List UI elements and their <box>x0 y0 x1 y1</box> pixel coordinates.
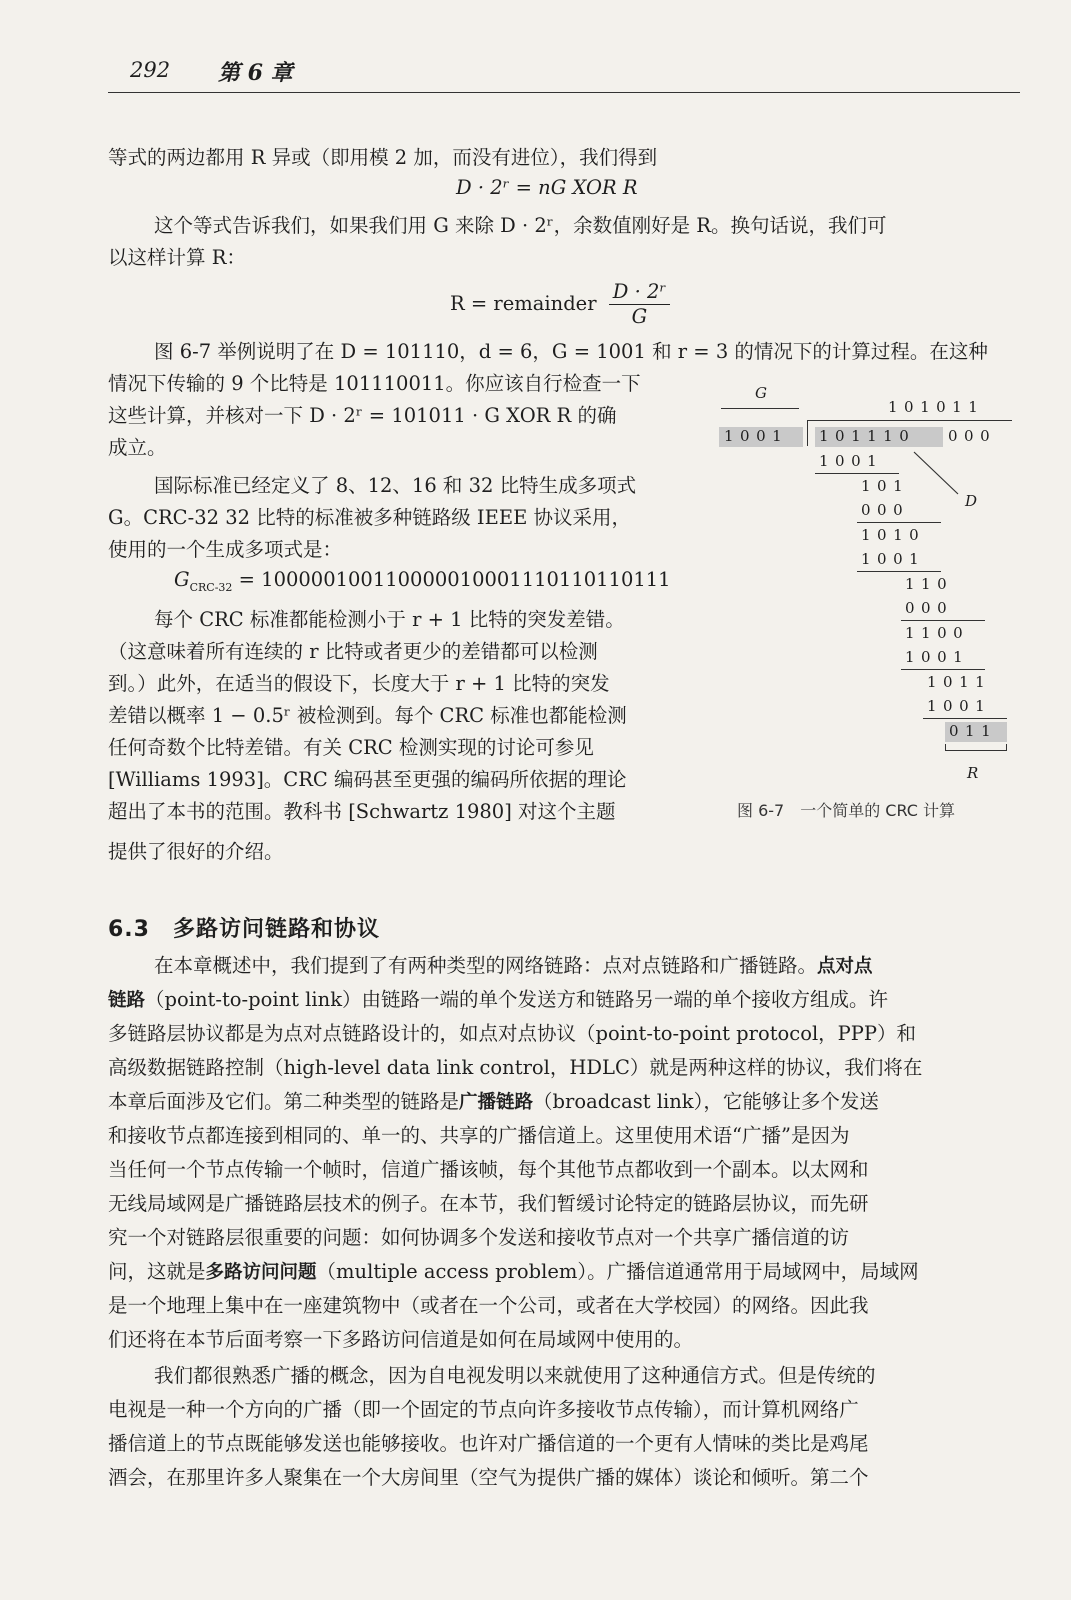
equation-d2r: D · 2ʳ = nG XOR R <box>456 176 638 199</box>
fraction-denominator: G <box>631 305 648 328</box>
step-line-3 <box>857 571 941 572</box>
divisor: 1001 <box>724 427 789 445</box>
paragraph-links-line11: 是一个地理上集中在一座建筑物中（或者在一个公司，或者在大学校园）的网络。因此我 <box>108 1294 869 1317</box>
label-d: D <box>965 492 978 510</box>
text-run: （multiple access problem）。广播信道通常用于局域网中，局域网 <box>316 1260 919 1283</box>
paragraph-example-line2: 情况下传输的 9 个比特是 101110011。你应该自行检查一下 <box>108 372 641 395</box>
step-line-2 <box>857 522 941 523</box>
figure-caption: 图 6-7 一个简单的 CRC 计算 <box>737 801 956 820</box>
equation-gcrc32 <box>174 568 671 594</box>
paragraph-remainder-line2: 以这样计算 R： <box>108 246 246 269</box>
paragraph-standards-line2: G。CRC-32 32 比特的标准被多种链路级 IEEE 协议采用， <box>108 506 632 529</box>
step-1: 1001 <box>819 452 884 470</box>
section-title: 6.3 多路访问链路和协议 <box>108 917 380 942</box>
paragraph-links-line8: 无线局域网是广播链路层技术的例子。在本节，我们暂缓讨论特定的链路层协议，而先研 <box>108 1192 869 1215</box>
text-run: （broadcast link），它能够让多个发送 <box>533 1090 879 1113</box>
step-8: 1100 <box>905 624 970 642</box>
text-run: 问，这就是 <box>108 1260 206 1283</box>
paragraph-links-line7: 当任何一个节点传输一个帧时，信道广播该帧，每个其他节点都收到一个副本。以太网和 <box>108 1158 869 1181</box>
paragraph-broadcast-line4: 酒会，在那里许多人聚集在一个大房间里（空气为提供广播的媒体）谈论和倾听。第二个 <box>108 1466 869 1489</box>
term-broadcast-link: 广播链路 <box>459 1092 534 1113</box>
paragraph-links-line12: 们还将在本节后面考察一下多路访问信道是如何在局域网中使用的。 <box>108 1328 694 1351</box>
paragraph-example-line1: 图 6-7 举例说明了在 D = 101110，d = 6，G = 1001 和 r = 3 的情况下的计算过程。在这种 <box>154 340 988 363</box>
paragraph-burst-line2: （这意味着所有连续的 r 比特或者更少的差错都可以检测 <box>108 640 598 663</box>
text-run: 本章后面涉及它们。第二种类型的链路是 <box>108 1090 460 1113</box>
paragraph-example-line3: 这些计算，并核对一下 D · 2ʳ = 101011 · G XOR R 的确 <box>108 404 617 427</box>
paragraph-standards-line1: 国际标准已经定义了 8、12、16 和 32 比特生成多项式 <box>154 474 637 497</box>
quotient: 101011 <box>888 398 985 416</box>
step-5: 1001 <box>861 550 926 568</box>
brace-r <box>945 744 1007 751</box>
step-2: 101 <box>861 477 910 495</box>
label-r: R <box>967 764 979 782</box>
paragraph-burst-line4: 差错以概率 1 − 0.5ʳ 被检测到。每个 CRC 标准也都能检测 <box>108 704 627 727</box>
paragraph-burst-line8: 提供了很好的介绍。 <box>108 840 284 863</box>
term-multiple-access: 多路访问问题 <box>205 1262 317 1283</box>
page-header <box>108 52 1020 93</box>
step-11: 1001 <box>927 697 992 715</box>
step-line-4 <box>901 620 985 621</box>
pointer-d <box>910 450 970 510</box>
paragraph-links-line2 <box>108 984 1020 1017</box>
paragraph-burst-line6: [Williams 1993]。CRC 编码甚至更强的编码所依据的理论 <box>108 768 627 791</box>
gcrc32-value: = 100000100110000010001110110110111 <box>238 568 671 591</box>
fraction <box>609 280 670 329</box>
step-6: 110 <box>905 575 954 593</box>
crc-figure <box>715 380 1020 840</box>
paragraph-links-line10 <box>108 1256 1020 1289</box>
equation-remainder <box>450 280 670 329</box>
term-link: 链路 <box>108 990 146 1011</box>
paragraph-remainder-line1: 这个等式告诉我们，如果我们用 G 来除 D · 2ʳ，余数值刚好是 R。换句话说，我们可 <box>154 214 887 237</box>
paragraph-links-line6: 和接收节点都连接到相同的、单一的、共享的广播信道上。这里使用术语“广播”是因为 <box>108 1124 850 1147</box>
page-number: 292 <box>130 58 171 82</box>
paragraph-links-line3: 多链路层协议都是为点对点链路设计的，如点对点协议（point-to-point protocol，PPP）和 <box>108 1022 917 1045</box>
step-12-remainder: 011 <box>949 722 998 740</box>
paragraph-burst-line3: 到。）此外，在适当的假设下，长度大于 r + 1 比特的突发 <box>108 672 610 695</box>
chapter-title: 第 6 章 <box>218 60 293 86</box>
fraction-numerator: D · 2ʳ <box>609 280 670 305</box>
paragraph-links-line5 <box>108 1086 1020 1119</box>
division-bracket <box>807 420 810 446</box>
label-g: G <box>755 384 767 402</box>
division-bar <box>807 420 1012 421</box>
paragraph-broadcast-line1: 我们都很熟悉广播的概念，因为自电视发明以来就使用了这种通信方式。但是传统的 <box>154 1364 876 1387</box>
gcrc32-symbol: G <box>174 568 190 591</box>
equation-remainder-lhs: R = remainder <box>450 292 597 315</box>
paragraph-links-line9: 究一个对链路层很重要的问题：如何协调多个发送和接收节点对一个共享广播信道的访 <box>108 1226 850 1249</box>
term-point-to-point: 点对点 <box>817 956 873 977</box>
dividend-data: 101110 <box>819 427 916 445</box>
step-4: 1010 <box>861 526 926 544</box>
paragraph-burst-line5: 任何奇数个比特差错。有关 CRC 检测实现的讨论可参见 <box>108 736 594 759</box>
paragraph-burst-line1: 每个 CRC 标准都能检测小于 r + 1 比特的突发差错。 <box>154 608 625 631</box>
brace-g <box>721 408 799 409</box>
paragraph-broadcast-line2: 电视是一种一个方向的广播（即一个固定的节点向许多接收节点传输），而计算机网络广 <box>108 1398 859 1421</box>
step-9: 1001 <box>905 648 970 666</box>
paragraph-broadcast-line3: 播信道上的节点既能够发送也能够接收。也许对广播信道的一个更有人情味的类比是鸡尾 <box>108 1432 869 1455</box>
paragraph-burst-line7: 超出了本书的范围。教科书 [Schwartz 1980] 对这个主题 <box>108 800 616 823</box>
step-line-5 <box>901 669 985 670</box>
dividend-pad: 000 <box>948 427 997 445</box>
step-line-6 <box>923 718 1007 719</box>
step-10: 1011 <box>927 673 992 691</box>
paragraph-xor: 等式的两边都用 R 异或（即用模 2 加，而没有进位），我们得到 <box>108 146 658 169</box>
paragraph-standards-line3: 使用的一个生成多项式是： <box>108 538 343 561</box>
paragraph-links-line1 <box>108 950 1066 983</box>
step-7: 000 <box>905 599 954 617</box>
text-run: 在本章概述中，我们提到了有两种类型的网络链路：点对点链路和广播链路。 <box>154 954 818 977</box>
step-3: 000 <box>861 501 910 519</box>
text-run: （point-to-point link）由链路一端的单个发送方和链路另一端的单个接收方组成。许 <box>145 988 889 1011</box>
paragraph-example-line4: 成立。 <box>108 436 167 459</box>
step-line-1 <box>815 473 899 474</box>
gcrc32-subscript: CRC-32 <box>189 580 233 594</box>
paragraph-links-line4: 高级数据链路控制（high-level data link control，HDLC）就是两种这样的协议，我们将在 <box>108 1056 923 1079</box>
